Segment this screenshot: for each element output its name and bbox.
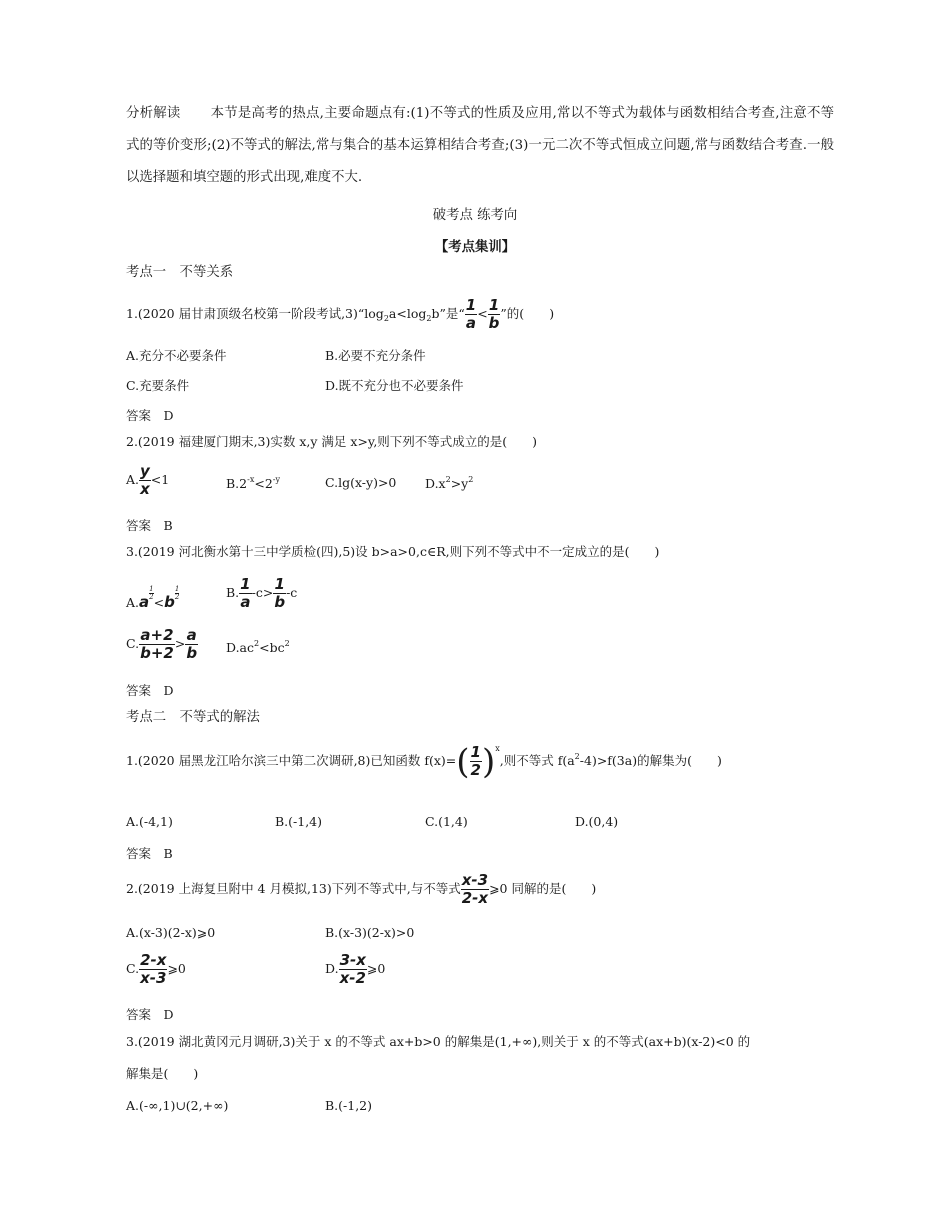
t2-q1-option-d[interactable]: D.(0,4)	[575, 814, 619, 829]
t1-q2-stem: 2.(2019 福建厦门期末,3)实数 x,y 满足 x>y,则下列不等式成立的是( )	[126, 434, 538, 449]
t1-q1-stem: 1.(2020 届甘肃顶级名校第一阶段考试$,3)“\log_2a<\log_2b$”是“ $\frac{1}{a}$ < $\frac{1}{b}$ ”的( )	[126, 296, 555, 332]
t2-q1-answer: 答案 B	[126, 846, 173, 861]
t1-q2-option-d[interactable]: $D.x^2>y^2$	[425, 475, 474, 491]
t1-q1-option-b[interactable]: B.必要不充分条件	[325, 348, 426, 363]
t1-q3-option-c[interactable]: C. $\frac{a+2}{b+2}$ > $\frac{a}{b}$	[126, 626, 198, 662]
t1-q3-option-b[interactable]: B. $\frac{1}{a}$ -c> $\frac{1}{b}$ -c	[226, 575, 298, 611]
t2-q2-stem: 2.(2019 上海复旦附中 4 月模拟,13)下列不等式中,与不等式 $\frac{x-3}{2-x}$ ⩾0 同解的是( )	[126, 871, 597, 907]
fraction: $\frac{a}{b}$	[186, 626, 198, 662]
fraction: $\frac{y}{x}$	[140, 462, 150, 498]
t1-q2-option-c[interactable]: C.lg(x-y)>0	[325, 475, 397, 490]
section-title: 破考点 练考向	[432, 208, 518, 223]
t1-q1-answer: 答案 D	[126, 408, 174, 423]
fraction: $\frac{a+2}{b+2}$	[140, 626, 174, 662]
t1-q1-option-c[interactable]: C.充要条件	[126, 378, 190, 393]
t2-q2-option-a[interactable]: A.(x-3)(2-x)⩾0	[126, 925, 216, 940]
fraction: $\frac{3-x}{x-2}$	[339, 951, 366, 987]
t1-q2-option-b[interactable]: $B.2^{-x}<2^{-y}$	[226, 475, 281, 491]
t2-q2-option-b[interactable]: B.(x-3)(2-x)>0	[325, 925, 415, 940]
intro-text: 本节是高考的热点,主要命题点有:(1)不等式的性质及应用,常以不等式为载体与函数相结合考查,注意不等式的等价变形;(2)不等式的解法,常与集合的基本运算相结合考查;(3)一元二次不等式恒成立问题,常与函数结合考查.一般以选择题和填空题的形式出现,难度不大.	[126, 106, 835, 185]
fraction: $\frac{1}{2}$	[470, 743, 481, 779]
t2-q2-option-d[interactable]: D. $\frac{3-x}{x-2}$ ⩾0	[325, 951, 386, 987]
t2-q1-option-a[interactable]: A.(-4,1)	[126, 814, 173, 829]
t1-q1-option-a[interactable]: A.充分不必要条件	[126, 348, 227, 363]
topic-2-title: 考点二 不等式的解法	[126, 710, 260, 725]
t2-q1-option-b[interactable]: B.(-1,4)	[275, 814, 323, 829]
fraction: $\frac{x-3}{2-x}$	[461, 871, 489, 907]
topic-1-title: 考点一 不等关系	[126, 265, 234, 280]
fraction: $\frac{1}{b}$	[274, 575, 286, 611]
t1-q2-option-a[interactable]: A. $\frac{y}{x}$ <1	[126, 462, 170, 498]
t2-q2-answer: 答案 D	[126, 1007, 174, 1022]
t1-q2-answer: 答案 B	[126, 518, 173, 533]
t2-q2-option-c[interactable]: C. $\frac{2-x}{x-3}$ ⩾0	[126, 951, 186, 987]
t1-q3-answer: 答案 D	[126, 683, 174, 698]
fraction: $\frac{2-x}{x-3}$	[140, 951, 167, 987]
t2-q1-option-c[interactable]: C.(1,4)	[425, 814, 468, 829]
t1-q3-stem: 3.(2019 河北衡水第十三中学质检(四),5)设 b>a>0,c∈R,则下列不等式中不一定成立的是( )	[126, 544, 660, 559]
t2-q3-option-b[interactable]: B.(-1,2)	[325, 1098, 373, 1113]
t1-q3-option-d[interactable]: $D.ac^2<bc^2$	[226, 639, 290, 655]
t1-q3-option-a[interactable]: A.a $\frac{1}{2}$ <b $\frac{1}{2}$	[126, 585, 180, 611]
t2-q1-stem: 1.(2020 届黑龙江哈尔滨三中第二次调研,8)已知函数 f(x)=( $\frac{1}{2}$ )$^x$,则不等式 $f(a^2-4)>f(3a)$的解集为( )	[126, 741, 722, 782]
t1-q1-option-d[interactable]: D.既不充分也不必要条件	[325, 378, 464, 393]
t2-q3-stem-line2: 解集是( )	[126, 1066, 199, 1081]
fraction: $\frac{1}{a}$	[465, 296, 477, 332]
section-subtitle: 【考点集训】	[434, 239, 516, 255]
fraction: $\frac{1}{b}$	[488, 296, 500, 332]
t2-q3-option-a[interactable]: A.(-∞,1)∪(2,+∞)	[126, 1098, 229, 1113]
fraction: $\frac{1}{a}$	[240, 575, 251, 611]
t2-q3-stem-line1: 3.(2019 湖北黄冈元月调研,3)关于 x 的不等式 ax+b>0 的解集是(1,+∞),则关于 x 的不等式(ax+b)(x-2)<0 的	[126, 1034, 751, 1049]
intro-paragraph	[126, 98, 834, 194]
intro-lead: 分析解读	[126, 106, 181, 121]
